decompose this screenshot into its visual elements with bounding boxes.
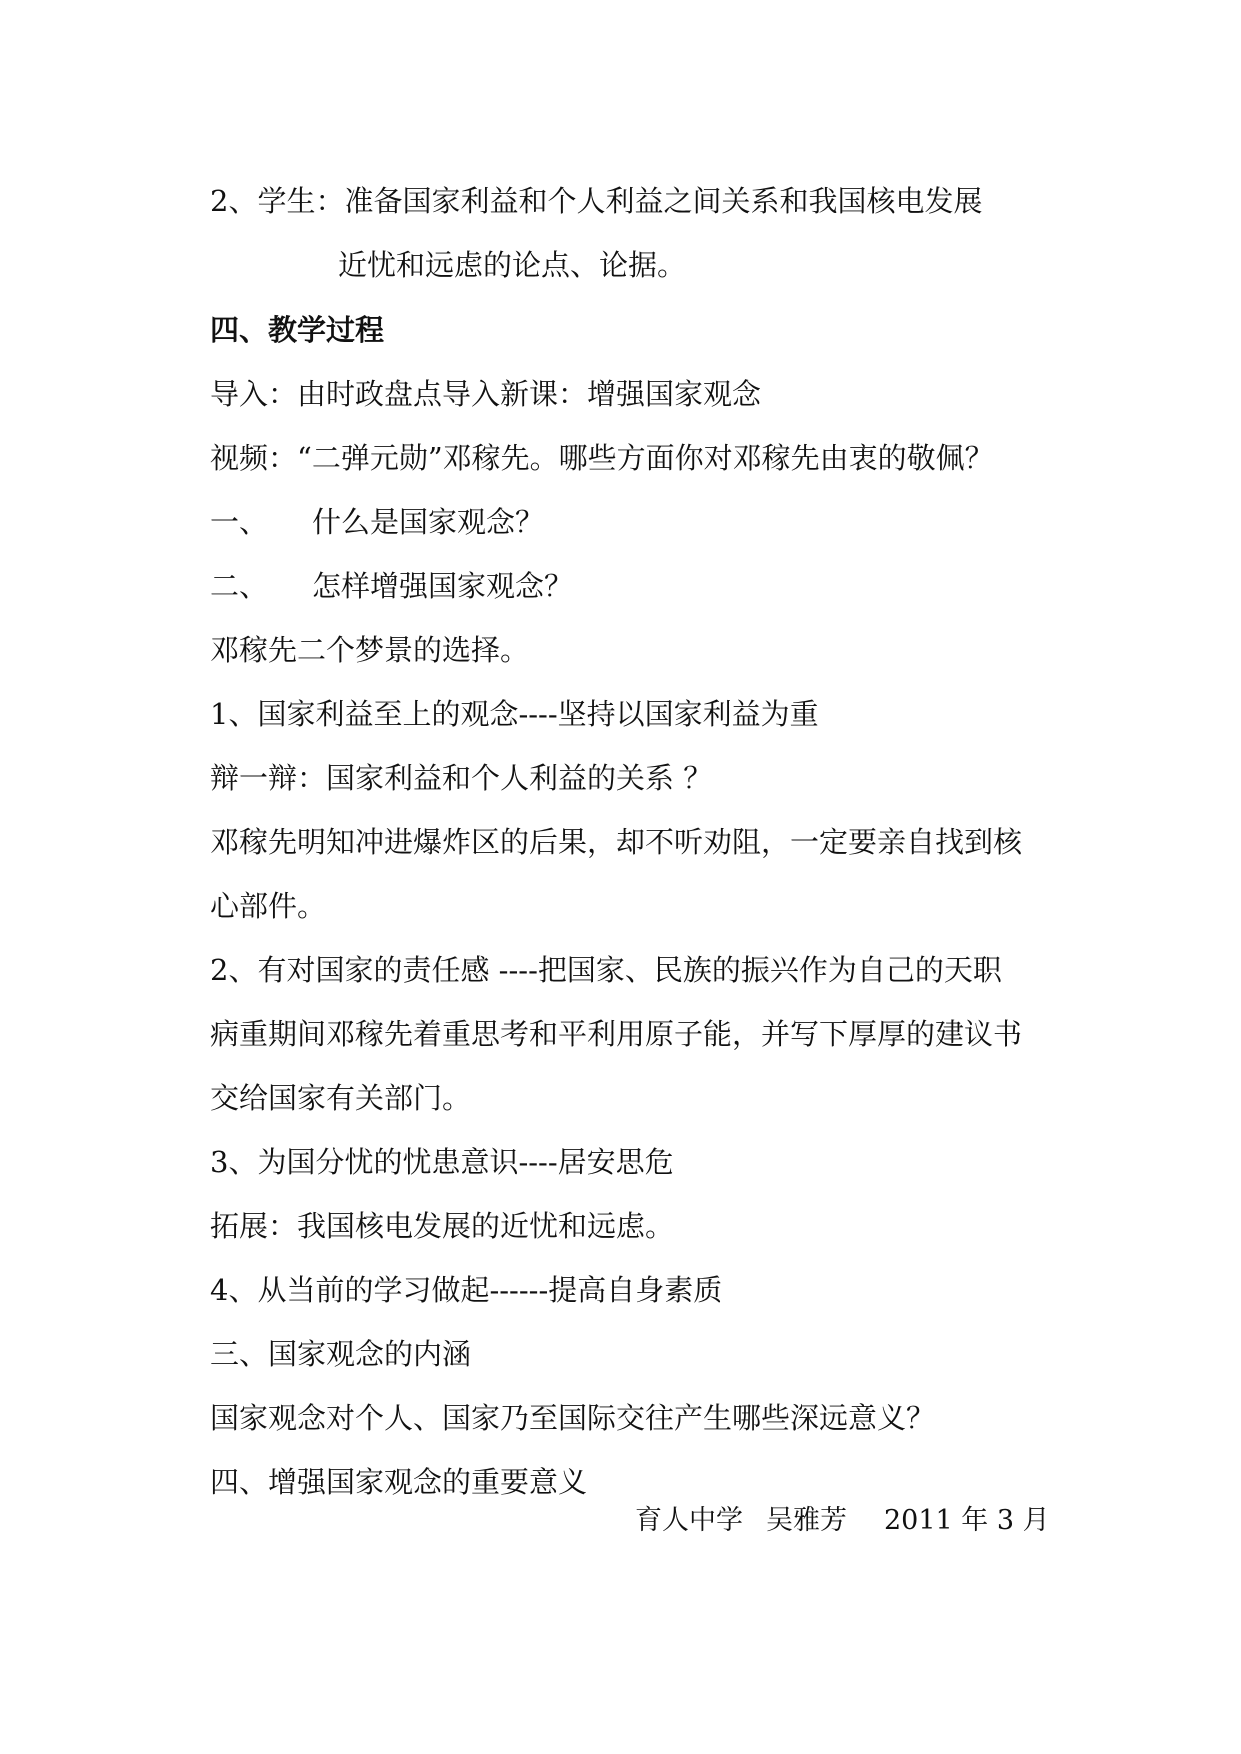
question-two-line	[210, 566, 573, 606]
point-three-line: 3、为国分忧的忧患意识----居安思危	[210, 1145, 674, 1179]
intro-line: 导入：由时政盘点导入新课：增强国家观念	[210, 377, 762, 411]
question-two-number: 二、	[210, 569, 269, 603]
question-two-text: 怎样增强国家观念？	[312, 569, 574, 603]
section-three-line: 三、国家观念的内涵	[210, 1337, 472, 1371]
point-two-line: 2、有对国家的责任感 ----把国家、民族的振兴作为自己的天职	[210, 953, 1002, 987]
illness-line-1: 病重期间邓稼先着重思考和平利用原子能，并写下厚厚的建议书	[210, 1017, 1023, 1051]
section-heading-teaching-process: 四、教学过程	[210, 313, 385, 347]
two-choices-line: 邓稼先二个梦景的选择。	[210, 633, 530, 667]
extension-line: 拓展：我国核电发展的近忧和远虑。	[210, 1209, 675, 1243]
question-one-line	[210, 502, 544, 542]
student-prep-continued: 近忧和远虑的论点、论据。	[338, 248, 687, 282]
question-one-text: 什么是国家观念？	[312, 505, 545, 539]
video-line: 视频：“二弹元勋”邓稼先。哪些方面你对邓稼先由衷的敬佩？	[210, 441, 994, 475]
debate-line: 辩一辩：国家利益和个人利益的关系 ？	[210, 761, 713, 795]
illness-line-2: 交给国家有关部门。	[210, 1081, 472, 1115]
story-line-1: 邓稼先明知冲进爆炸区的后果，却不听劝阻，一定要亲自找到核	[210, 825, 1023, 859]
student-prep-line: 2、学生：准备国家利益和个人利益之间关系和我国核电发展	[210, 184, 983, 218]
footer-author: 吴雅芳	[766, 1505, 847, 1536]
story-line-2: 心部件。	[210, 889, 327, 923]
section-four-line: 四、增强国家观念的重要意义	[210, 1465, 588, 1499]
footer-school: 育人中学	[635, 1505, 743, 1536]
footer-date: 2011 年 3 月	[884, 1505, 1050, 1536]
point-four-line: 4、从当前的学习做起------提高自身素质	[210, 1273, 723, 1307]
question-one-number: 一、	[210, 505, 269, 539]
meaning-question-line: 国家观念对个人、国家乃至国际交往产生哪些深远意义？	[210, 1401, 936, 1435]
point-one-line: 1、国家利益至上的观念----坚持以国家利益为重	[210, 697, 819, 731]
